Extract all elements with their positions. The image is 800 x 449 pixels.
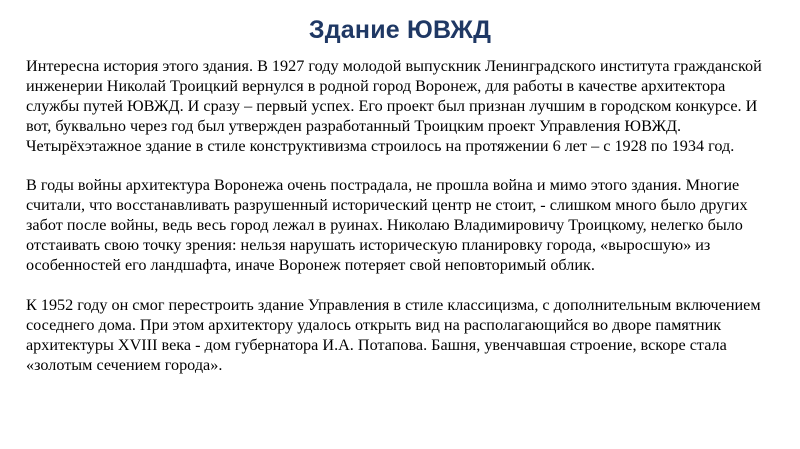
body-paragraph-3: К 1952 году он смог перестроить здание Управления в стиле классицизма, с дополнительным включением соседнего дома. При этом архитектору удалось открыть вид на располагающийся во дворе памятник архитектуры XVIII века - дом губернатора И.А. Потапова. Башня, увенчавшая строение, вскоре стала «золотым сечением города». (26, 296, 761, 374)
page-title: Здание ЮВЖД (308, 16, 492, 44)
body-paragraph-2: В годы войны архитектура Воронежа очень пострадала, не прошла война и мимо этого здания. Многие считали, что восстанавливать разрушенный исторический центр не стоит, - слишком много было других забот после войны, ведь весь город лежал в руинах. Николаю Владимировичу Троицкому, нелегко было отстаивать свою точку зрения: нельзя нарушать историческую планировку города, «выросшую» из особенностей его ландшафта, иначе Воронеж потеряет свой неповторимый облик. (26, 176, 748, 274)
body-paragraph-1: Интересна история этого здания. В 1927 году молодой выпускник Ленинградского института гражданской инженерии Николай Троицкий вернулся в родной город Воронеж, для работы в качестве архитектора службы путей ЮВЖД. И сразу – первый успех. Его проект был признан лучшим в городском конкурсе. И вот, буквально через год был утвержден разработанный Троицким проект Управления ЮВЖД. Четырёхэтажное здание в стиле конструктивизма строилось на протяжении 6 лет – с 1928 по 1934 год. (26, 57, 762, 155)
slide-body (26, 56, 774, 442)
